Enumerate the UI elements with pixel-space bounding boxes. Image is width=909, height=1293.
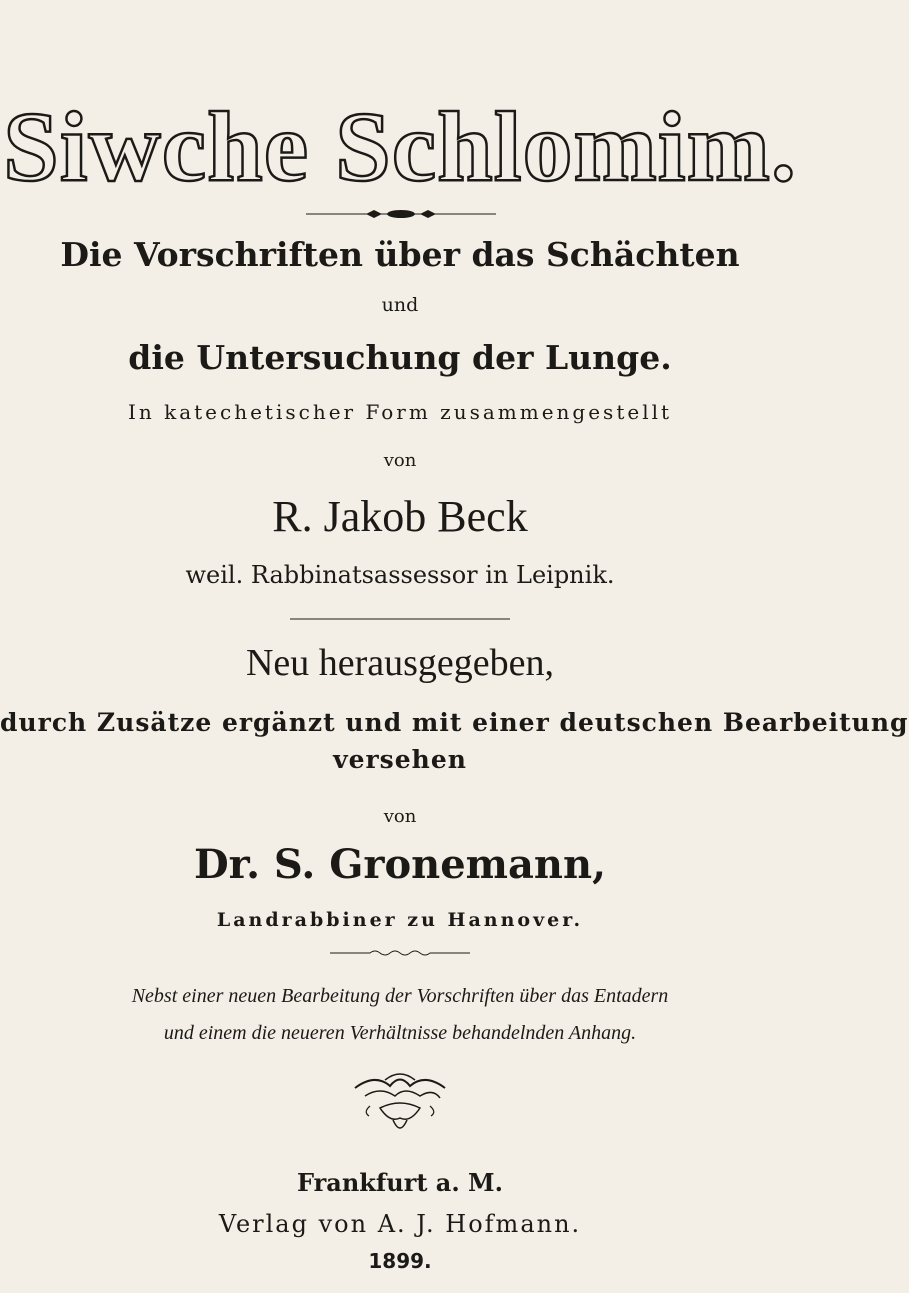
subtitle-line-1: Die Vorschriften über das Schächten [60, 235, 740, 274]
author-name: R. Jakob Beck [272, 492, 528, 541]
conjunction: und [381, 294, 419, 316]
form-note: In katechetischer Form zusammengestellt [127, 400, 673, 424]
author-position: weil. Rabbinatsassessor in Leipnik. [185, 561, 615, 589]
subtitle-line-2: die Untersuchung der Lunge. [128, 338, 672, 377]
ornamental-divider [306, 208, 496, 220]
wavy-divider [330, 948, 470, 958]
editor-title: Landrabbiner zu Hannover. [216, 909, 584, 931]
by-label-1: von [383, 450, 417, 471]
additions-line-2: versehen [333, 745, 467, 774]
editor-name: Dr. S. Gronemann, [193, 841, 607, 888]
divider-rule [290, 616, 510, 622]
by-label-2: von [383, 806, 417, 827]
supplement-note-line-1: Nebst einer neuen Bearbeitung der Vorschriften über das Entadern [131, 985, 669, 1007]
publication-year: 1899. [368, 1249, 432, 1273]
publication-place: Frankfurt a. M. [297, 1168, 503, 1197]
supplement-note-line-2: und einem die neueren Verhältnisse behandelnden Anhang. [163, 1022, 637, 1044]
reissue-note: Neu herausgegeben, [245, 642, 555, 684]
additions-line-1: durch Zusätze ergänzt und mit einer deutschen Bearbeitung [0, 708, 909, 737]
book-title: Siwche Schlomim. [3, 91, 797, 202]
printer-ornament-icon [345, 1068, 455, 1138]
publisher: Verlag von A. J. Hofmann. [218, 1210, 582, 1238]
